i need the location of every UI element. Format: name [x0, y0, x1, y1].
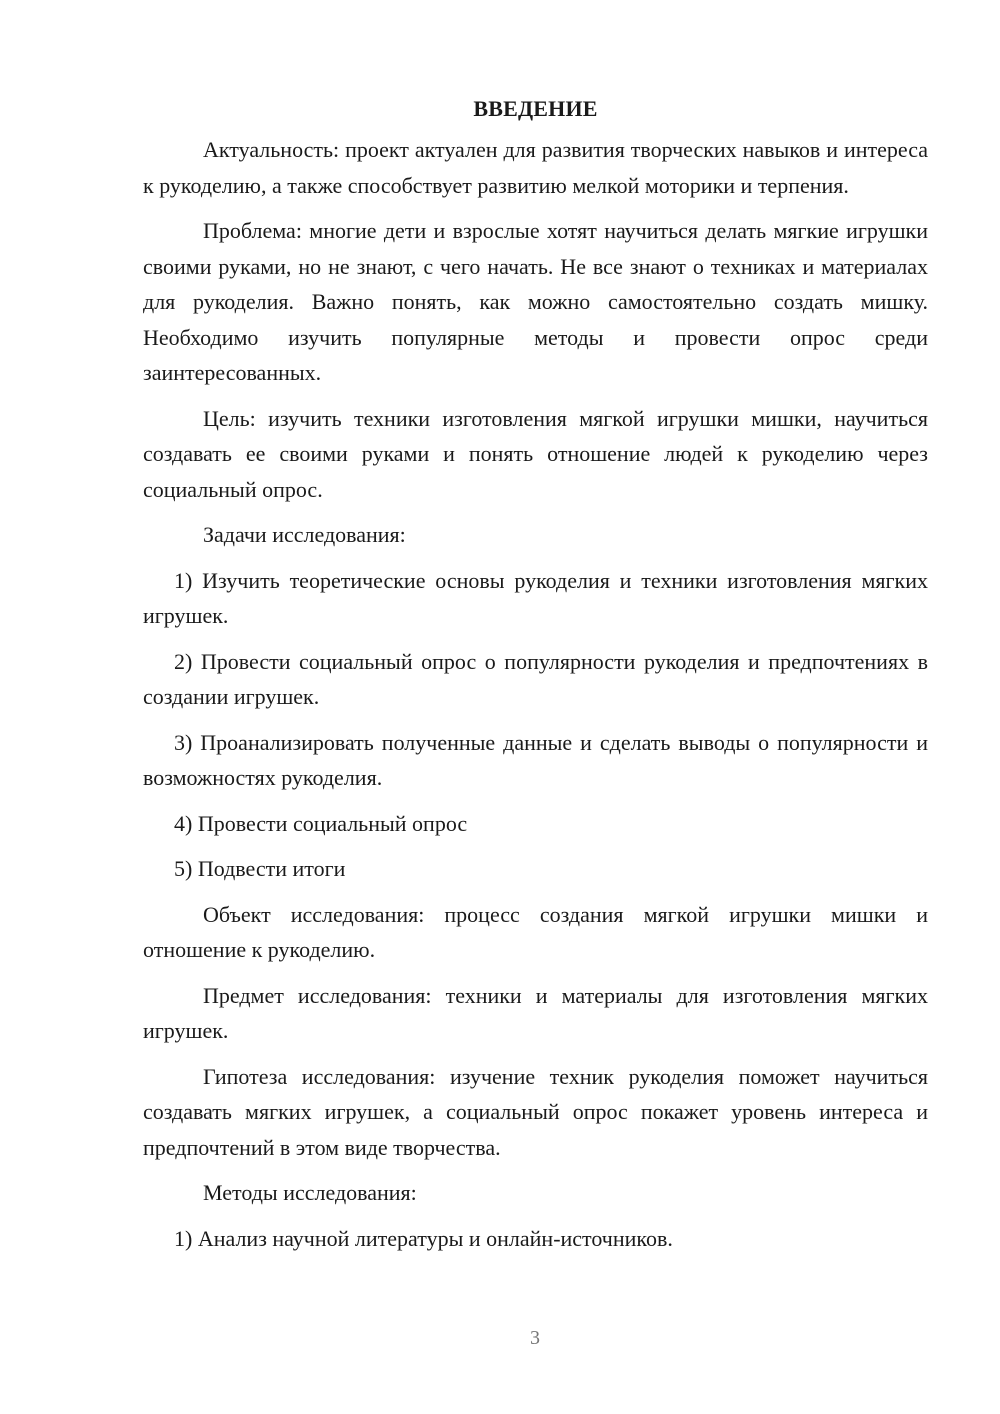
page-number: 3 — [530, 1327, 540, 1349]
task-item-2: 2) Провести социальный опрос о популярности рукоделия и предпочтениях в создании игрушек. — [143, 648, 928, 709]
paragraph-goal: Цель: изучить техники изготовления мягкой игрушки мишки, научиться создавать ее своими руками и понять отношение людей к рукоделию через социальный опрос. — [143, 405, 928, 502]
paragraph-list — [143, 132, 928, 1256]
paragraph-methods-heading: Методы исследования: — [203, 1180, 417, 1205]
task-item-1: 1) Изучить теоретические основы рукоделия и техники изготовления мягких игрушек. — [143, 567, 928, 628]
task-item-3: 3) Проанализировать полученные данные и сделать выводы о популярности и возможностях рукоделия. — [143, 729, 928, 790]
task-item-5: 5) Подвести итоги — [174, 856, 346, 881]
paragraph-object: Объект исследования: процесс создания мягкой игрушки мишки и отношение к рукоделию. — [143, 901, 928, 962]
task-item-4: 4) Провести социальный опрос — [174, 810, 468, 836]
method-item-1: 1) Анализ научной литературы и онлайн-источников. — [174, 1225, 673, 1251]
paragraph-problem: Проблема: многие дети и взрослые хотят научиться делать мягкие игрушки своими руками, но не знают, с чего начать. Не все знают о техниках и материалах для рукоделия. Важно понять, как можно самостоятельно создать мишку. Необходимо изучить популярные методы и провести опрос среди заинтересованных. — [143, 218, 928, 385]
paragraph-subject: Предмет исследования: техники и материалы для изготовления мягких игрушек. — [143, 982, 928, 1043]
document-body — [143, 96, 928, 1266]
paragraph-relevance: Актуальность: проект актуален для развития творческих навыков и интереса к рукоделию, а также способствует развитию мелкой моторики и терпения. — [143, 137, 928, 198]
paragraph-tasks-heading: Задачи исследования: — [203, 522, 406, 547]
section-title: ВВЕДЕНИЕ — [473, 96, 598, 121]
paragraph-hypothesis: Гипотеза исследования: изучение техник рукоделия поможет научиться создавать мягких игрушек, а социальный опрос покажет уровень интереса и предпочтений в этом виде творчества. — [143, 1063, 928, 1160]
